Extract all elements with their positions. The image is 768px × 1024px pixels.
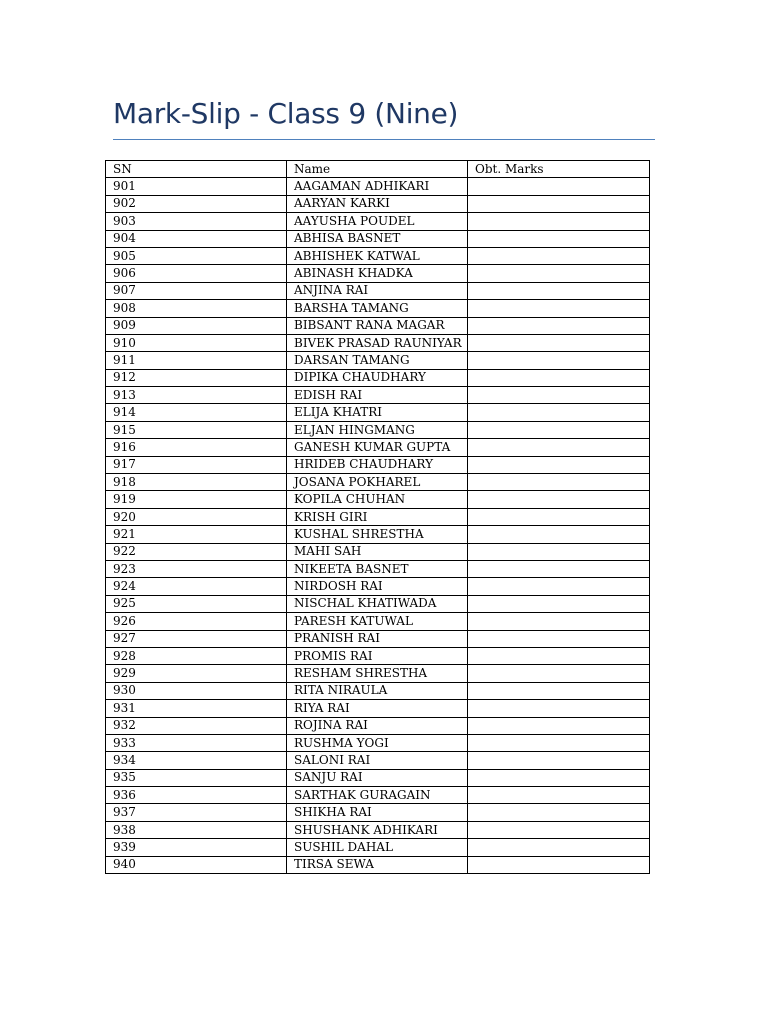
table-row	[106, 213, 650, 230]
cell-sn: 911	[106, 352, 287, 369]
cell-obt-marks[interactable]	[468, 178, 650, 195]
cell-obt-marks[interactable]	[468, 560, 650, 577]
cell-name: SANJU RAI	[287, 769, 468, 786]
table-row	[106, 334, 650, 351]
cell-sn: 902	[106, 195, 287, 212]
cell-obt-marks[interactable]	[468, 734, 650, 751]
cell-name: KRISH GIRI	[287, 508, 468, 525]
table-row	[106, 282, 650, 299]
table-row	[106, 352, 650, 369]
cell-sn: 922	[106, 543, 287, 560]
cell-obt-marks[interactable]	[468, 595, 650, 612]
cell-obt-marks[interactable]	[468, 387, 650, 404]
header-name: Name	[287, 161, 468, 178]
cell-sn: 901	[106, 178, 287, 195]
cell-obt-marks[interactable]	[468, 752, 650, 769]
cell-name: ABINASH KHADKA	[287, 265, 468, 282]
table-row	[106, 595, 650, 612]
cell-obt-marks[interactable]	[468, 352, 650, 369]
cell-name: PROMIS RAI	[287, 647, 468, 664]
table-row	[106, 717, 650, 734]
table-row	[106, 421, 650, 438]
cell-sn: 921	[106, 526, 287, 543]
cell-sn: 937	[106, 804, 287, 821]
cell-name: RITA NIRAULA	[287, 682, 468, 699]
cell-name: ABHISA BASNET	[287, 230, 468, 247]
cell-obt-marks[interactable]	[468, 769, 650, 786]
cell-name: ROJINA RAI	[287, 717, 468, 734]
cell-name: GANESH KUMAR GUPTA	[287, 439, 468, 456]
cell-obt-marks[interactable]	[468, 526, 650, 543]
cell-sn: 903	[106, 213, 287, 230]
cell-obt-marks[interactable]	[468, 700, 650, 717]
table-row	[106, 734, 650, 751]
table-row	[106, 821, 650, 838]
cell-sn: 907	[106, 282, 287, 299]
cell-sn: 916	[106, 439, 287, 456]
table-row	[106, 317, 650, 334]
cell-name: ELIJA KHATRI	[287, 404, 468, 421]
cell-name: JOSANA POKHAREL	[287, 474, 468, 491]
cell-obt-marks[interactable]	[468, 369, 650, 386]
title-underline	[113, 139, 655, 140]
cell-sn: 936	[106, 787, 287, 804]
table-row	[106, 300, 650, 317]
cell-name: SHIKHA RAI	[287, 804, 468, 821]
cell-obt-marks[interactable]	[468, 334, 650, 351]
cell-name: TIRSA SEWA	[287, 856, 468, 873]
cell-sn: 919	[106, 491, 287, 508]
table-row	[106, 630, 650, 647]
cell-obt-marks[interactable]	[468, 647, 650, 664]
cell-sn: 931	[106, 700, 287, 717]
cell-name: BIVEK PRASAD RAUNIYAR	[287, 334, 468, 351]
cell-name: SARTHAK GURAGAIN	[287, 787, 468, 804]
table-row	[106, 647, 650, 664]
cell-sn: 925	[106, 595, 287, 612]
cell-name: ANJINA RAI	[287, 282, 468, 299]
table-row	[106, 195, 650, 212]
cell-obt-marks[interactable]	[468, 613, 650, 630]
cell-name: KUSHAL SHRESTHA	[287, 526, 468, 543]
cell-sn: 940	[106, 856, 287, 873]
table-row	[106, 369, 650, 386]
table-row	[106, 526, 650, 543]
cell-obt-marks[interactable]	[468, 804, 650, 821]
cell-name: RIYA RAI	[287, 700, 468, 717]
table-row	[106, 560, 650, 577]
table-row	[106, 230, 650, 247]
cell-sn: 926	[106, 613, 287, 630]
cell-sn: 938	[106, 821, 287, 838]
cell-obt-marks[interactable]	[468, 421, 650, 438]
cell-obt-marks[interactable]	[468, 456, 650, 473]
cell-sn: 930	[106, 682, 287, 699]
cell-obt-marks[interactable]	[468, 300, 650, 317]
table-row	[106, 578, 650, 595]
cell-sn: 912	[106, 369, 287, 386]
table-row	[106, 439, 650, 456]
cell-name: SALONI RAI	[287, 752, 468, 769]
cell-obt-marks[interactable]	[468, 717, 650, 734]
cell-obt-marks[interactable]	[468, 195, 650, 212]
cell-name: PRANISH RAI	[287, 630, 468, 647]
cell-sn: 920	[106, 508, 287, 525]
table-row	[106, 387, 650, 404]
cell-obt-marks[interactable]	[468, 856, 650, 873]
table-row	[106, 682, 650, 699]
cell-name: NIRDOSH RAI	[287, 578, 468, 595]
table-row	[106, 508, 650, 525]
table-row	[106, 265, 650, 282]
mark-slip-table	[105, 160, 650, 874]
cell-sn: 929	[106, 665, 287, 682]
table-row	[106, 613, 650, 630]
cell-name: AAGAMAN ADHIKARI	[287, 178, 468, 195]
cell-name: NIKEETA BASNET	[287, 560, 468, 577]
table-row	[106, 474, 650, 491]
cell-obt-marks[interactable]	[468, 247, 650, 264]
table-row	[106, 665, 650, 682]
cell-name: AAYUSHA POUDEL	[287, 213, 468, 230]
cell-obt-marks[interactable]	[468, 665, 650, 682]
cell-sn: 923	[106, 560, 287, 577]
table-row	[106, 247, 650, 264]
cell-name: SUSHIL DAHAL	[287, 839, 468, 856]
cell-obt-marks[interactable]	[468, 543, 650, 560]
cell-name: RUSHMA YOGI	[287, 734, 468, 751]
page-title: Mark-Slip - Class 9 (Nine)	[113, 97, 459, 130]
cell-sn: 928	[106, 647, 287, 664]
cell-obt-marks[interactable]	[468, 630, 650, 647]
cell-name: PARESH KATUWAL	[287, 613, 468, 630]
cell-sn: 924	[106, 578, 287, 595]
cell-sn: 933	[106, 734, 287, 751]
cell-sn: 934	[106, 752, 287, 769]
cell-obt-marks[interactable]	[468, 821, 650, 838]
table-row	[106, 769, 650, 786]
cell-name: BIBSANT RANA MAGAR	[287, 317, 468, 334]
cell-obt-marks[interactable]	[468, 839, 650, 856]
cell-name: ELJAN HINGMANG	[287, 421, 468, 438]
header-obt-marks: Obt. Marks	[468, 161, 650, 178]
table-row	[106, 491, 650, 508]
cell-sn: 906	[106, 265, 287, 282]
cell-obt-marks[interactable]	[468, 787, 650, 804]
cell-obt-marks[interactable]	[468, 474, 650, 491]
cell-sn: 939	[106, 839, 287, 856]
cell-sn: 909	[106, 317, 287, 334]
cell-sn: 917	[106, 456, 287, 473]
cell-sn: 910	[106, 334, 287, 351]
cell-sn: 935	[106, 769, 287, 786]
cell-obt-marks[interactable]	[468, 265, 650, 282]
cell-obt-marks[interactable]	[468, 282, 650, 299]
cell-obt-marks[interactable]	[468, 213, 650, 230]
cell-name: DIPIKA CHAUDHARY	[287, 369, 468, 386]
table-row	[106, 700, 650, 717]
cell-sn: 905	[106, 247, 287, 264]
cell-sn: 915	[106, 421, 287, 438]
cell-name: EDISH RAI	[287, 387, 468, 404]
cell-obt-marks[interactable]	[468, 508, 650, 525]
table-row	[106, 856, 650, 873]
cell-name: NISCHAL KHATIWADA	[287, 595, 468, 612]
cell-sn: 913	[106, 387, 287, 404]
cell-name: HRIDEB CHAUDHARY	[287, 456, 468, 473]
cell-obt-marks[interactable]	[468, 404, 650, 421]
table-row	[106, 178, 650, 195]
cell-name: KOPILA CHUHAN	[287, 491, 468, 508]
cell-obt-marks[interactable]	[468, 439, 650, 456]
cell-obt-marks[interactable]	[468, 491, 650, 508]
cell-sn: 918	[106, 474, 287, 491]
cell-name: AARYAN KARKI	[287, 195, 468, 212]
cell-sn: 927	[106, 630, 287, 647]
table-row	[106, 839, 650, 856]
table-row	[106, 543, 650, 560]
cell-name: BARSHA TAMANG	[287, 300, 468, 317]
cell-sn: 932	[106, 717, 287, 734]
header-sn: SN	[106, 161, 287, 178]
table-row	[106, 456, 650, 473]
table-row	[106, 787, 650, 804]
cell-name: RESHAM SHRESTHA	[287, 665, 468, 682]
cell-sn: 914	[106, 404, 287, 421]
table-header-row	[106, 161, 650, 178]
cell-name: SHUSHANK ADHIKARI	[287, 821, 468, 838]
cell-name: DARSAN TAMANG	[287, 352, 468, 369]
cell-sn: 904	[106, 230, 287, 247]
table-row	[106, 752, 650, 769]
cell-obt-marks[interactable]	[468, 317, 650, 334]
table-row	[106, 804, 650, 821]
cell-name: MAHI SAH	[287, 543, 468, 560]
cell-obt-marks[interactable]	[468, 230, 650, 247]
cell-sn: 908	[106, 300, 287, 317]
table-body	[106, 178, 650, 874]
cell-obt-marks[interactable]	[468, 578, 650, 595]
cell-name: ABHISHEK KATWAL	[287, 247, 468, 264]
cell-obt-marks[interactable]	[468, 682, 650, 699]
table-row	[106, 404, 650, 421]
